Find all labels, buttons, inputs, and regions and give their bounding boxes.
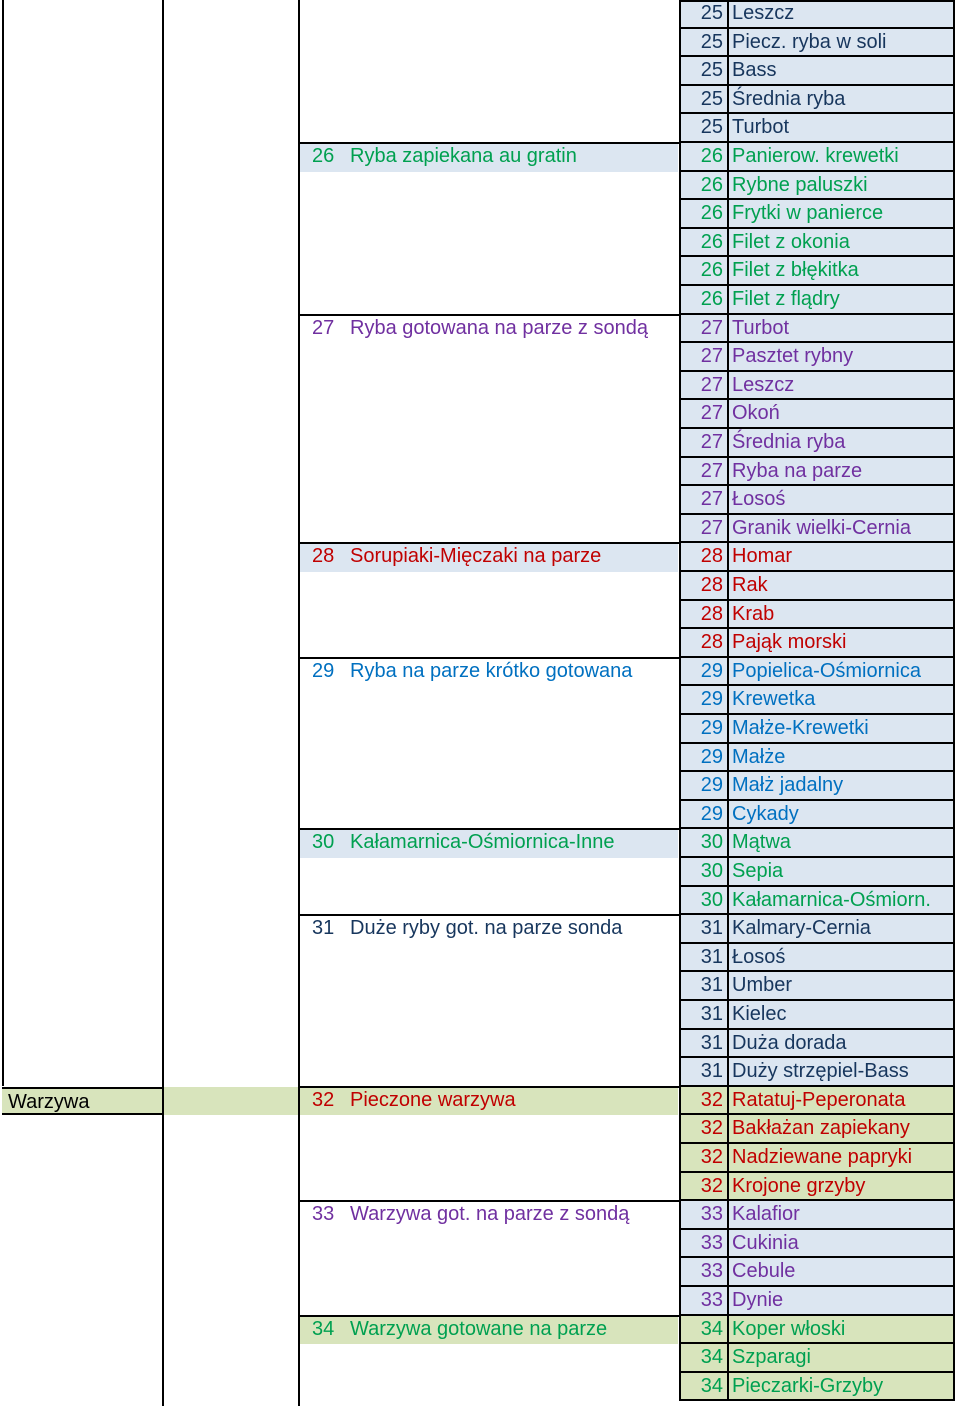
- group-number: 28: [300, 543, 348, 572]
- group-rule: [298, 1315, 680, 1317]
- item-name: Bass: [729, 57, 955, 86]
- item-number: 25: [679, 86, 729, 115]
- item-number: 29: [679, 772, 729, 801]
- item-number: 26: [679, 286, 729, 315]
- group-label: Ryba zapiekana au gratin: [348, 143, 678, 172]
- item-number: 34: [679, 1316, 729, 1345]
- item-number: 25: [679, 29, 729, 58]
- item-name: Małż jadalny: [729, 772, 955, 801]
- item-number: 29: [679, 658, 729, 687]
- item-name: Kielec: [729, 1001, 955, 1030]
- group-number: 33: [312, 1203, 335, 1226]
- item-number: 31: [679, 915, 729, 944]
- item-number: 28: [679, 601, 729, 630]
- group-label: Duże ryby got. na parze sonda: [350, 917, 623, 940]
- item-name: Filet z okonia: [729, 229, 955, 258]
- category-fill: [164, 1087, 298, 1116]
- item-name: Rybne paluszki: [729, 172, 955, 201]
- item-number: 27: [679, 429, 729, 458]
- group-rule: [298, 314, 680, 316]
- item-number: 29: [679, 686, 729, 715]
- item-number: 27: [679, 343, 729, 372]
- item-name: Sepia: [729, 858, 955, 887]
- column-divider: [162, 0, 164, 1406]
- item-name: Małże-Krewetki: [729, 715, 955, 744]
- item-name: Frytki w panierce: [729, 200, 955, 229]
- item-name: Łosoś: [729, 944, 955, 973]
- group-rule: [298, 1200, 680, 1202]
- item-number: 27: [679, 486, 729, 515]
- item-number: 27: [679, 400, 729, 429]
- item-number: 27: [679, 372, 729, 401]
- item-number: 31: [679, 944, 729, 973]
- item-number: 32: [679, 1173, 729, 1202]
- group-rule: [298, 1086, 680, 1088]
- group-number: 31: [312, 917, 335, 940]
- item-name: Pająk morski: [729, 629, 955, 658]
- item-number: 29: [679, 801, 729, 830]
- group-rule: [298, 657, 680, 659]
- item-name: Średnia ryba: [729, 86, 955, 115]
- item-name: Panierow. krewetki: [729, 143, 955, 172]
- group-number: 32: [300, 1087, 348, 1116]
- group-number: 27: [312, 316, 335, 339]
- item-number: 33: [679, 1230, 729, 1259]
- item-name: Homar: [729, 543, 955, 572]
- item-number: 31: [679, 972, 729, 1001]
- item-number: 32: [679, 1144, 729, 1173]
- item-number: 33: [679, 1201, 729, 1230]
- item-number: 34: [679, 1373, 729, 1402]
- item-name: Kalmary-Cernia: [729, 915, 955, 944]
- group-number: 29: [312, 659, 335, 682]
- item-name: Filet z flądry: [729, 286, 955, 315]
- item-name: Filet z błękitka: [729, 257, 955, 286]
- item-number: 29: [679, 715, 729, 744]
- item-name: Krewetka: [729, 686, 955, 715]
- item-name: Turbot: [729, 114, 955, 143]
- item-number: 30: [679, 887, 729, 916]
- item-number: 26: [679, 229, 729, 258]
- column-divider: [298, 0, 300, 1406]
- item-name: Ratatuj-Peperonata: [729, 1087, 955, 1116]
- item-number: 30: [679, 858, 729, 887]
- item-name: Leszcz: [729, 0, 955, 29]
- item-name: Pasztet rybny: [729, 343, 955, 372]
- item-name: Leszcz: [729, 372, 955, 401]
- group-number: 34: [300, 1316, 348, 1345]
- item-number: 25: [679, 114, 729, 143]
- item-number: 25: [679, 0, 729, 29]
- group-rule: [298, 542, 680, 544]
- item-name: Duży strzępiel-Bass: [729, 1058, 955, 1087]
- item-number: 27: [679, 458, 729, 487]
- item-name: Krojone grzyby: [729, 1173, 955, 1202]
- item-name: Granik wielki-Cernia: [729, 515, 955, 544]
- category-cell: Warzywa: [2, 1087, 162, 1116]
- item-name: Popielica-Ośmiornica: [729, 658, 955, 687]
- group-label: Kałamarnica-Ośmiornica-Inne: [348, 829, 678, 858]
- item-number: 31: [679, 1030, 729, 1059]
- group-label: Warzywa gotowane na parze: [348, 1316, 678, 1345]
- item-number: 26: [679, 200, 729, 229]
- item-name: Krab: [729, 601, 955, 630]
- item-number: 26: [679, 257, 729, 286]
- item-number: 27: [679, 515, 729, 544]
- item-number: 34: [679, 1344, 729, 1373]
- item-name: Kałamarnica-Ośmiorn.: [729, 887, 955, 916]
- item-name: Umber: [729, 972, 955, 1001]
- item-number: 30: [679, 829, 729, 858]
- item-name: Szparagi: [729, 1344, 955, 1373]
- group-number: 26: [300, 143, 348, 172]
- item-name: Dynie: [729, 1287, 955, 1316]
- item-name: Pieczarki-Grzyby: [729, 1373, 955, 1402]
- item-name: Łosoś: [729, 486, 955, 515]
- item-number: 29: [679, 744, 729, 773]
- column-divider: [2, 0, 4, 1086]
- item-number: 25: [679, 57, 729, 86]
- item-number: 32: [679, 1087, 729, 1116]
- item-name: Małże: [729, 744, 955, 773]
- item-name: Turbot: [729, 315, 955, 344]
- item-name: Bakłażan zapiekany: [729, 1115, 955, 1144]
- item-name: Cebule: [729, 1258, 955, 1287]
- item-number: 32: [679, 1115, 729, 1144]
- item-number: 33: [679, 1258, 729, 1287]
- item-number: 28: [679, 543, 729, 572]
- item-name: Okoń: [729, 400, 955, 429]
- item-number: 26: [679, 143, 729, 172]
- group-label: Warzywa got. na parze z sondą: [350, 1203, 630, 1226]
- item-number: 31: [679, 1058, 729, 1087]
- item-name: Średnia ryba: [729, 429, 955, 458]
- item-number: 28: [679, 572, 729, 601]
- group-rule: [298, 142, 680, 144]
- item-number: 33: [679, 1287, 729, 1316]
- group-rule: [298, 914, 680, 916]
- item-name: Koper włoski: [729, 1316, 955, 1345]
- item-name: Kalafior: [729, 1201, 955, 1230]
- item-name: Cykady: [729, 801, 955, 830]
- group-rule: [298, 828, 680, 830]
- item-name: Mątwa: [729, 829, 955, 858]
- table-top-rule: [679, 0, 955, 2]
- item-name: Nadziewane papryki: [729, 1144, 955, 1173]
- group-label: Ryba na parze krótko gotowana: [350, 659, 633, 682]
- item-name: Duża dorada: [729, 1030, 955, 1059]
- group-number: 30: [300, 829, 348, 858]
- item-number: 28: [679, 629, 729, 658]
- item-name: Piecz. ryba w soli: [729, 29, 955, 58]
- item-name: Rak: [729, 572, 955, 601]
- group-label: Sorupiaki-Mięczaki na parze: [348, 543, 678, 572]
- item-name: Ryba na parze: [729, 458, 955, 487]
- item-number: 27: [679, 315, 729, 344]
- item-number: 26: [679, 172, 729, 201]
- item-number: 31: [679, 1001, 729, 1030]
- group-label: Pieczone warzywa: [348, 1087, 678, 1116]
- item-name: Cukinia: [729, 1230, 955, 1259]
- group-label: Ryba gotowana na parze z sondą: [350, 316, 648, 339]
